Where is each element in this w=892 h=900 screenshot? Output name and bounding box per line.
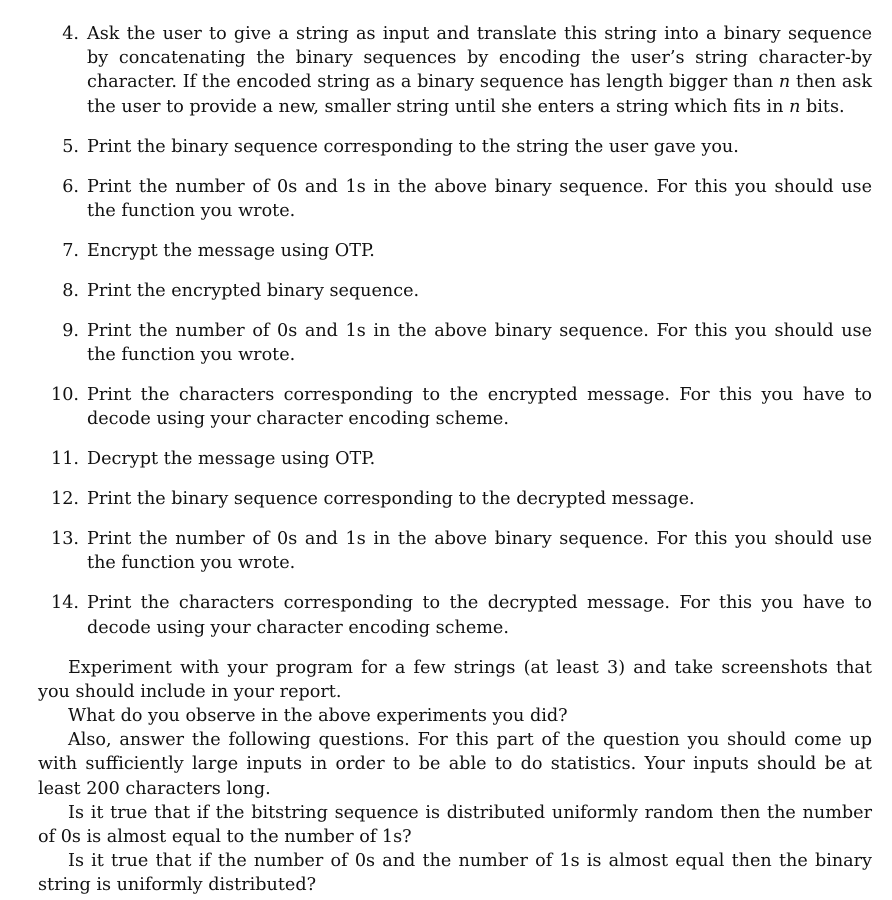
item-text: Encrypt the message using OTP. bbox=[87, 240, 375, 261]
item-number: 13. bbox=[51, 529, 79, 550]
item-text: Print the characters corresponding to the decrypted message. For this you have to decode using your character encoding scheme. bbox=[87, 593, 872, 638]
body-paragraph: Is it true that if the bitstring sequence is distributed uniformly random then the number of 0s is almost equal to the number of 1s? bbox=[38, 802, 872, 848]
variable-n: n bbox=[789, 96, 801, 117]
item-number: 6. bbox=[62, 176, 79, 197]
item-text: Print the number of 0s and 1s in the above binary sequence. For this you should use the function you wrote. bbox=[87, 320, 872, 366]
body-paragraph: What do you observe in the above experiments you did? bbox=[68, 706, 568, 727]
body-paragraph: Also, answer the following questions. For this part of the question you should come up with sufficiently large inputs in order to be able to do statistics. Your inputs should be at least 200 characters long. bbox=[38, 730, 872, 799]
item-text: Decrypt the message using OTP. bbox=[87, 449, 376, 470]
body-paragraph: Is it true that if the number of 0s and the number of 1s is almost equal then the binary string is uniformly distributed? bbox=[38, 851, 872, 896]
item-number: 10. bbox=[51, 385, 79, 406]
item-text: Print the characters corresponding to the encrypted message. For this you have to decode using your character encoding scheme. bbox=[87, 385, 872, 430]
list-item bbox=[38, 487, 872, 511]
item-number: 7. bbox=[62, 240, 79, 261]
item-number: 14. bbox=[51, 593, 79, 614]
list-item bbox=[38, 447, 872, 471]
item-text: Print the binary sequence corresponding to the string the user gave you. bbox=[87, 136, 739, 157]
list-item bbox=[38, 175, 872, 223]
list-item bbox=[38, 22, 872, 119]
list-item bbox=[38, 135, 872, 159]
item-number: 11. bbox=[51, 449, 79, 470]
item-number: 9. bbox=[62, 320, 79, 341]
list-item bbox=[38, 319, 872, 367]
item-number: 5. bbox=[62, 136, 79, 157]
item-number: 12. bbox=[51, 489, 79, 510]
body-paragraph: Experiment with your program for a few strings (at least 3) and take screenshots that you should include in your report. bbox=[38, 657, 872, 702]
item-text: Print the encrypted binary sequence. bbox=[87, 280, 420, 301]
item-number: 8. bbox=[62, 280, 79, 301]
item-text: Print the number of 0s and 1s in the above binary sequence. For this you should use the function you wrote. bbox=[87, 529, 872, 574]
item-text bbox=[87, 22, 872, 119]
item-text: Print the number of 0s and 1s in the above binary sequence. For this you should use the function you wrote. bbox=[87, 176, 872, 221]
item-text-part: Ask the user to give a string as input and translate this string into a binary sequence by concatenating the binary sequences by encoding the user’s string character-by character. If the encoded string as a binary sequence has length bigger than bbox=[87, 24, 872, 93]
document-page bbox=[38, 22, 872, 898]
list-item bbox=[38, 279, 872, 303]
list-item bbox=[38, 591, 872, 639]
list-item bbox=[38, 383, 872, 431]
variable-n: n bbox=[778, 72, 791, 93]
item-number: 4. bbox=[62, 24, 79, 44]
list-item bbox=[38, 239, 872, 263]
item-text-part: bits. bbox=[800, 96, 845, 117]
list-item bbox=[38, 527, 872, 575]
item-text: Print the binary sequence corresponding to the decrypted message. bbox=[87, 489, 695, 510]
item-text-part: then ask the user to provide a new, smaller string until she enters a string which fits in bbox=[87, 72, 872, 117]
